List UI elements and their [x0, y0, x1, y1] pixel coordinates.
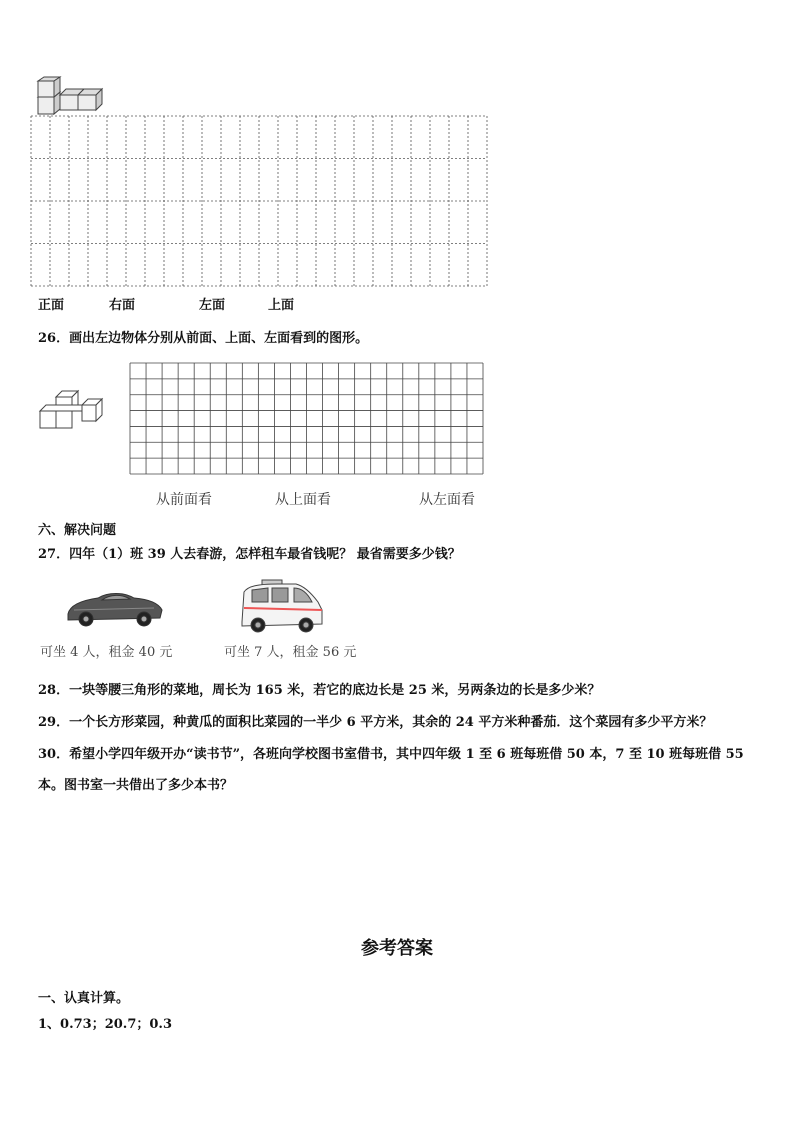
view-label-front: 正面	[38, 298, 65, 313]
question-29: 29．一个长方形菜园，种黄瓜的面积比菜园的一半少 6 平方米，其余的 24 平方米种番茄．这个菜园有多少平方米？	[38, 715, 713, 730]
view-label-top: 上面	[268, 298, 295, 313]
question-30-line-2: 本。图书室一共借出了多少本书？	[38, 778, 234, 793]
van-caption: 可坐 7 人，租金 56 元	[224, 645, 357, 660]
answers-section-1: 一、认真计算。	[38, 991, 130, 1006]
question-28: 28．一块等腰三角形的菜地，周长为 165 米，若它的底边长是 25 米，另两条边的长是多少米？	[38, 683, 601, 698]
question-26: 26．画出左边物体分别从前面、上面、左面看到的图形。	[38, 331, 369, 346]
car-caption: 可坐 4 人，租金 40 元	[40, 645, 173, 660]
view-label-left: 左面	[199, 298, 226, 313]
cube-figure-q25	[36, 77, 106, 117]
view-label-from-left: 从左面看	[419, 492, 475, 508]
square-drawing-grid[interactable]	[129, 362, 485, 476]
view-label-from-front: 从前面看	[156, 492, 212, 508]
cube-figure-q26	[38, 385, 108, 431]
view-label-from-top: 从上面看	[275, 492, 331, 508]
question-27: 27．四年（1）班 39 人去春游，怎样租车最省钱呢？ 最省需要多少钱？	[38, 547, 461, 562]
answers-title: 参考答案	[361, 938, 433, 959]
question-30-line-1: 30．希望小学四年级开办“读书节”，各班向学校图书室借书，其中四年级 1 至 6 班每班借 50 本，7 至 10 班每班借 55	[38, 747, 744, 762]
section-heading: 六、解决问题	[38, 523, 117, 538]
dotted-drawing-grid[interactable]	[29, 115, 489, 287]
van-icon	[238, 578, 326, 634]
view-label-right: 右面	[109, 298, 136, 313]
car-icon	[64, 588, 164, 630]
answer-item-1: 1、0.73；20.7；0.3	[38, 1017, 172, 1032]
